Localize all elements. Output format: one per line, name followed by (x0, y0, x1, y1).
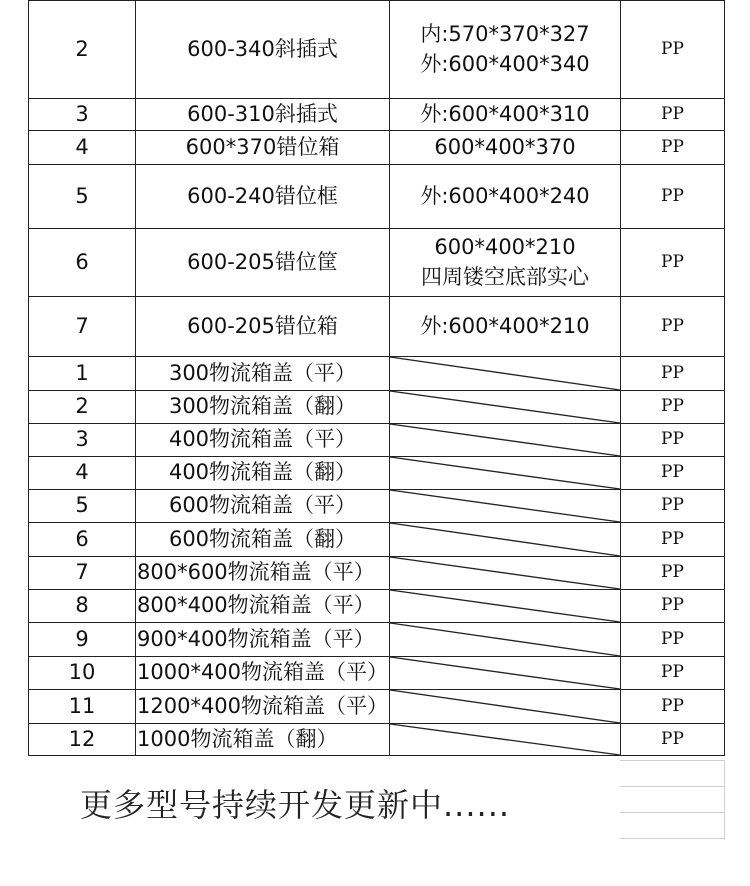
size-slash (390, 357, 621, 391)
table-row (29, 690, 725, 724)
row-number: 2 (29, 1, 136, 99)
row-number: 4 (29, 457, 136, 490)
row-number: 10 (29, 657, 136, 690)
product-name: 1200*400物流箱盖（平） (136, 690, 390, 724)
material: PP (621, 131, 725, 165)
row-number: 11 (29, 690, 136, 724)
material: PP (621, 557, 725, 590)
size-slash (390, 724, 621, 756)
product-name: 600-340斜插式 (136, 1, 390, 99)
material: PP (621, 523, 725, 557)
row-number: 7 (29, 297, 136, 357)
row-number: 3 (29, 99, 136, 131)
material: PP (621, 297, 725, 357)
product-name: 300物流箱盖（平） (136, 357, 390, 391)
material: PP (621, 99, 725, 131)
material: PP (621, 490, 725, 523)
product-name: 800*600物流箱盖（平） (136, 557, 390, 590)
size-line: 内:570*370*327 (420, 22, 590, 47)
table-row (29, 229, 725, 297)
row-number: 6 (29, 229, 136, 297)
material: PP (621, 229, 725, 297)
row-number: 1 (29, 357, 136, 391)
product-name: 800*400物流箱盖（平） (136, 590, 390, 623)
row-number: 4 (29, 131, 136, 165)
size-slash (390, 657, 621, 690)
table-row (29, 1, 725, 99)
diagonal-slash (390, 623, 620, 656)
size-line: 外:600*400*240 (420, 183, 590, 208)
material: PP (621, 590, 725, 623)
size-spec (390, 99, 621, 131)
empty-grid-edge (724, 760, 725, 840)
material: PP (621, 724, 725, 756)
material: PP (621, 357, 725, 391)
product-name: 300物流箱盖（翻） (136, 391, 390, 424)
table-row (29, 391, 725, 424)
product-name: 600-240错位框 (136, 165, 390, 229)
material: PP (621, 1, 725, 99)
row-number: 8 (29, 590, 136, 623)
row-number: 5 (29, 490, 136, 523)
diagonal-slash (390, 391, 620, 423)
material: PP (621, 391, 725, 424)
product-name: 1000物流箱盖（翻） (136, 724, 390, 756)
size-line: 600*400*210 (434, 235, 576, 260)
table-row (29, 557, 725, 590)
size-slash (390, 590, 621, 623)
diagonal-slash (390, 657, 620, 689)
table-row (29, 357, 725, 391)
empty-grid-lines (620, 760, 724, 840)
material: PP (621, 690, 725, 724)
diagonal-slash (390, 424, 620, 456)
diagonal-slash (390, 523, 620, 556)
diagonal-slash (390, 590, 620, 622)
table-row (29, 623, 725, 657)
size-line: 外:600*400*340 (420, 51, 590, 76)
size-line: 四周镂空底部实心 (421, 264, 589, 289)
material: PP (621, 657, 725, 690)
size-slash (390, 523, 621, 557)
size-spec (390, 165, 621, 229)
product-name: 600物流箱盖（翻） (136, 523, 390, 557)
diagonal-slash (390, 457, 620, 489)
material: PP (621, 457, 725, 490)
size-spec (390, 131, 621, 165)
product-name: 400物流箱盖（翻） (136, 457, 390, 490)
row-number: 3 (29, 424, 136, 457)
table-row (29, 424, 725, 457)
row-number: 6 (29, 523, 136, 557)
size-slash (390, 690, 621, 724)
table-row (29, 523, 725, 557)
diagonal-slash (390, 490, 620, 522)
table-row (29, 657, 725, 690)
product-name: 600*370错位箱 (136, 131, 390, 165)
size-spec (390, 1, 621, 99)
product-name: 1000*400物流箱盖（平） (136, 657, 390, 690)
size-slash (390, 557, 621, 590)
size-slash (390, 391, 621, 424)
size-spec (390, 229, 621, 297)
size-line: 外:600*400*310 (420, 101, 590, 126)
size-line: 600*400*370 (434, 134, 576, 159)
table-row (29, 724, 725, 756)
size-slash (390, 457, 621, 490)
table-row (29, 297, 725, 357)
table-row (29, 590, 725, 623)
row-number: 7 (29, 557, 136, 590)
size-slash (390, 623, 621, 657)
size-slash (390, 490, 621, 523)
product-name: 900*400物流箱盖（平） (136, 623, 390, 657)
size-spec (390, 297, 621, 357)
table-row (29, 490, 725, 523)
diagonal-slash (390, 724, 620, 755)
row-number: 5 (29, 165, 136, 229)
product-name: 600-205错位箱 (136, 297, 390, 357)
footer-note: 更多型号持续开发更新中...... (80, 786, 511, 824)
product-name: 600-205错位筐 (136, 229, 390, 297)
product-name: 600物流箱盖（平） (136, 490, 390, 523)
row-number: 12 (29, 724, 136, 756)
table-row (29, 457, 725, 490)
table-row (29, 165, 725, 229)
size-line: 外:600*400*210 (420, 313, 590, 338)
spec-table (28, 0, 725, 756)
material: PP (621, 165, 725, 229)
product-name: 400物流箱盖（平） (136, 424, 390, 457)
material: PP (621, 623, 725, 657)
diagonal-slash (390, 690, 620, 723)
diagonal-slash (390, 557, 620, 589)
product-name: 600-310斜插式 (136, 99, 390, 131)
material: PP (621, 424, 725, 457)
row-number: 2 (29, 391, 136, 424)
row-number: 9 (29, 623, 136, 657)
size-slash (390, 424, 621, 457)
table-row (29, 99, 725, 131)
table-row (29, 131, 725, 165)
diagonal-slash (390, 357, 620, 390)
